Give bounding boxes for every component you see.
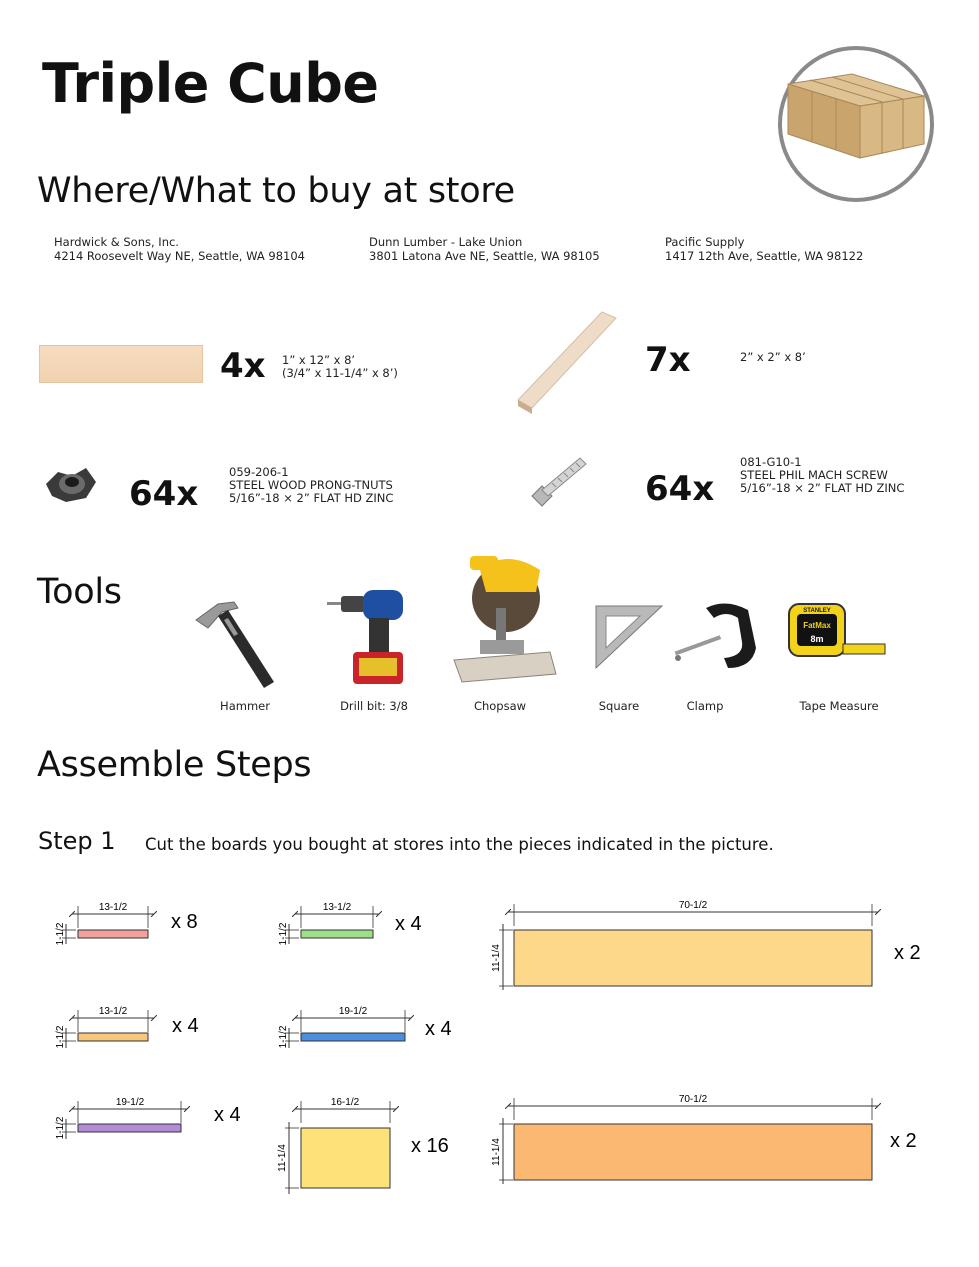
spec-line: STEEL WOOD PRONG-TNUTS: [229, 478, 393, 492]
piece-multiplier: x 4: [214, 1104, 241, 1126]
piece-length: 13-1/2: [322, 902, 352, 913]
piece-multiplier: x 8: [171, 911, 198, 933]
tool-label-drill: Drill bit: 3/8: [340, 699, 408, 713]
piece-width: 1-1/2: [55, 1025, 66, 1049]
cut-piece: [55, 1097, 241, 1139]
tool-label-square: Square: [598, 699, 640, 713]
store-hardwick: [54, 235, 305, 263]
tape-brand: STANLEY: [803, 608, 831, 614]
piece-width: 1-1/2: [55, 922, 66, 946]
piece-length: 19-1/2: [338, 1006, 368, 1017]
tool-label-tape-measure: Tape Measure: [799, 699, 879, 713]
cut-piece: [491, 900, 921, 990]
store-pacific: [665, 235, 863, 263]
chopsaw-icon: [440, 548, 564, 696]
stick-spec: 2” x 2” x 8’: [740, 350, 806, 364]
tool-label-clamp: Clamp: [686, 699, 724, 713]
product-thumbnail: [776, 44, 936, 204]
piece-multiplier: x 2: [894, 942, 921, 964]
tool-label-hammer: Hammer: [220, 699, 270, 713]
page-title: Triple Cube: [42, 52, 379, 115]
spec-line: 1” x 12” x 8’: [282, 353, 356, 367]
screw-qty: 64x: [645, 469, 715, 509]
spec-line: STEEL PHIL MACH SCREW: [740, 468, 888, 482]
store-name: Pacific Supply: [665, 235, 745, 249]
piece-width: 11-1/4: [491, 944, 502, 972]
step-label: Step 1: [38, 827, 116, 855]
buy-heading: Where/What to buy at store: [37, 171, 515, 211]
tape-measure-icon: [787, 602, 889, 662]
store-address: 4214 Roosevelt Way NE, Seattle, WA 98104: [54, 249, 305, 263]
piece-length: 13-1/2: [98, 902, 128, 913]
drill-icon: [325, 586, 415, 690]
piece-multiplier: x 4: [395, 913, 422, 935]
piece-width: 1-1/2: [55, 1116, 66, 1140]
cut-piece: [277, 1097, 449, 1194]
spec-line: 059-206-1: [229, 465, 289, 479]
cut-piece: [278, 902, 422, 945]
store-name: Dunn Lumber - Lake Union: [369, 235, 523, 249]
tape-model: FatMax: [803, 621, 831, 630]
tnut-spec: [229, 466, 393, 505]
spec-line: 081-G10-1: [740, 455, 802, 469]
piece-multiplier: x 2: [890, 1130, 917, 1152]
tnut-image: [42, 458, 102, 508]
piece-length: 19-1/2: [115, 1097, 145, 1108]
board-qty: 4x: [220, 346, 266, 386]
cut-piece: [55, 1006, 199, 1048]
piece-multiplier: x 16: [411, 1135, 449, 1157]
piece-multiplier: x 4: [172, 1015, 199, 1037]
step-text: Cut the boards you bought at stores into the pieces indicated in the picture.: [145, 835, 774, 854]
store-address: 1417 12th Ave, Seattle, WA 98122: [665, 249, 864, 263]
piece-multiplier: x 4: [425, 1018, 452, 1040]
screw-spec: [740, 456, 904, 495]
board-spec: [282, 354, 398, 380]
piece-width: 1-1/2: [278, 922, 289, 946]
cut-piece: [55, 902, 198, 945]
spec-line: (3/4” x 11-1/4” x 8’): [282, 366, 398, 380]
piece-length: 70-1/2: [678, 900, 708, 911]
cut-piece: [491, 1094, 917, 1184]
piece-length: 16-1/2: [330, 1097, 360, 1108]
store-address: 3801 Latona Ave NE, Seattle, WA 98105: [369, 249, 600, 263]
piece-width: 11-1/4: [491, 1138, 502, 1166]
cut-pieces-diagram: [0, 890, 979, 1200]
spec-line: 5/16”-18 × 2” FLAT HD ZINC: [229, 491, 394, 505]
store-name: Hardwick & Sons, Inc.: [54, 235, 179, 249]
stick-image: [512, 308, 622, 418]
cut-piece: [278, 1006, 452, 1048]
screw-image: [528, 452, 592, 512]
store-dunn: [369, 235, 600, 263]
stick-qty: 7x: [645, 340, 691, 380]
spec-line: 5/16”-18 × 2” FLAT HD ZINC: [740, 481, 905, 495]
tape-size: 8m: [810, 634, 824, 644]
piece-length: 13-1/2: [98, 1006, 128, 1017]
piece-width: 11-1/4: [277, 1144, 288, 1172]
piece-width: 1-1/2: [278, 1025, 289, 1049]
board-image: [39, 345, 203, 383]
assemble-heading: Assemble Steps: [37, 745, 312, 785]
square-icon: [592, 604, 664, 670]
clamp-icon: [666, 598, 762, 680]
hammer-icon: [188, 598, 288, 694]
tools-heading: Tools: [37, 572, 122, 612]
tool-label-chopsaw: Chopsaw: [473, 699, 527, 713]
piece-length: 70-1/2: [678, 1094, 708, 1105]
tnut-qty: 64x: [129, 474, 199, 514]
